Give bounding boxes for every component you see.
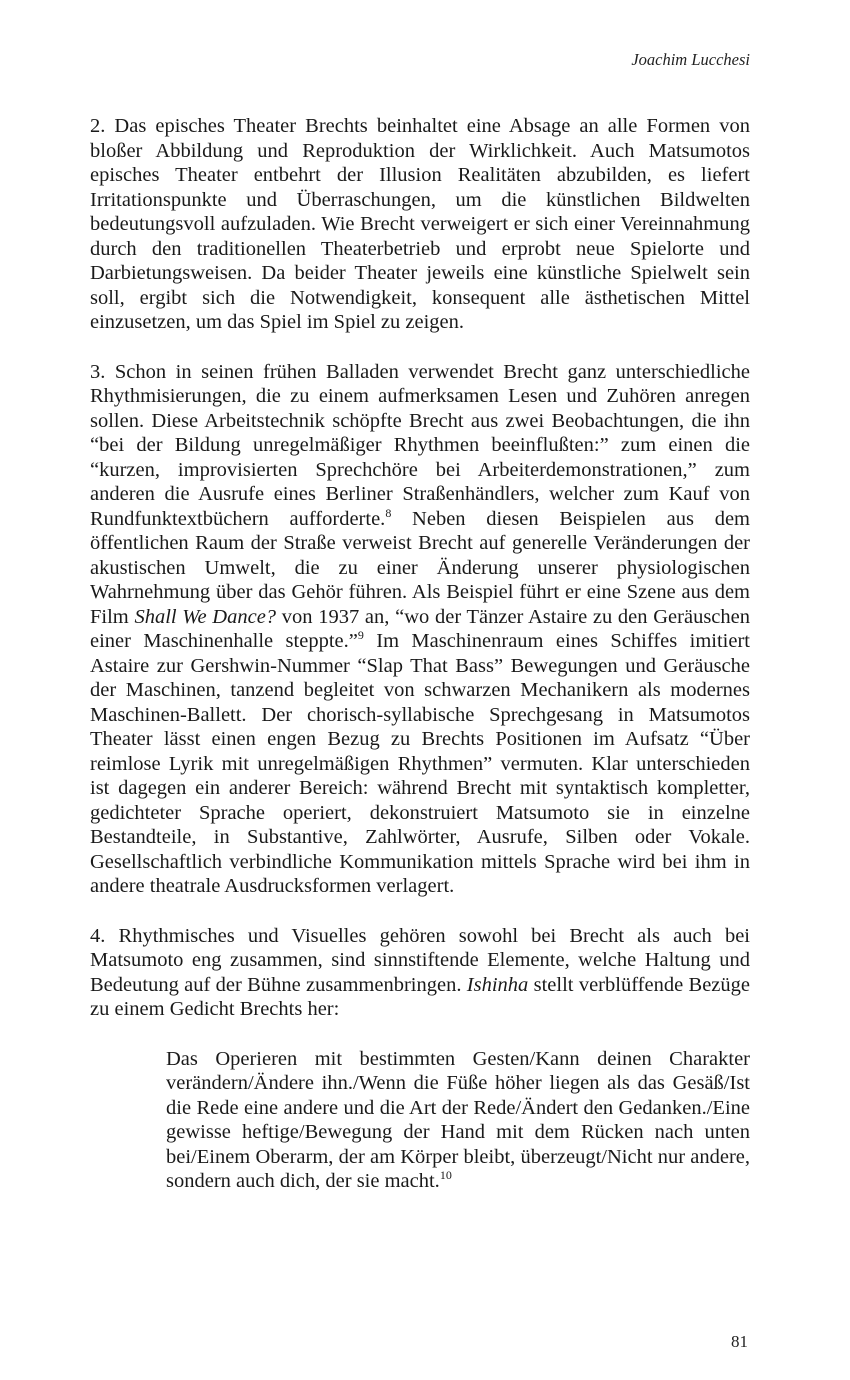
footnote-marker: 8 — [385, 505, 392, 520]
text-segment: 3. Schon in seinen frühen Balladen verwendet Brecht ganz unterschiedliche Rhythmisierungen, die zu einem aufmerksamen Lesen und Zuhören anregen sollen. Diese Arbeitstechnik schöpfte Brecht aus zwei Beobachtungen, die ihn “bei der Bildung unregelmäßiger Rhythmen beeinflußten:” zum einen die “kurzen, improvisierten Sprechchöre bei Arbeiterdemonstrationen,” zum anderen die Ausrufe eines Berliner Straßenhändlers, welcher zum Kauf von Rundfunktextbüchern aufforderte. — [90, 360, 750, 530]
running-header-author: Joachim Lucchesi — [631, 50, 750, 69]
text-segment: Im Maschinenraum eines Schiffes imitiert Astaire zur Gershwin-Nummer “Slap That Bass” Bewegungen und Geräusche der Maschinen, tanzend begleitet von schwarzen Mechanikern als modernes Maschinen-Ballett. Der chorisch-syllabische Sprechgesang in Matsumotos Theater lässt einen engen Bezug zu Brechts Positionen im Aufsatz “Über reimlose Lyrik mit unregelmäßigen Rhythmen” vermuten. Klar unterschieden ist dagegen ein anderer Bereich: während Brecht mit syntaktisch kompletter, gedichteter Sprache operiert, dekonstruiert Matsumoto sie in einzelne Bestandteile, in Substantive, Zahlwörter, Ausrufe, Silben oder Vokale. Gesellschaftlich verbindliche Kommunikation mittels Sprache wird bei ihm in andere theatrale Ausdrucksformen verlagert. — [90, 630, 750, 897]
italic-title: Shall We Dance? — [134, 605, 277, 628]
footnote-marker: 10 — [439, 1168, 452, 1183]
text-segment: stellt verblüffende Bezüge zu einem Gedicht Brechts her: — [90, 973, 750, 1020]
italic-title: Ishinha — [466, 973, 529, 996]
text-segment: Neben diesen Beispielen aus dem öffentlichen Raum der Straße verweist Brecht auf generelle Veränderungen der akustischen Umwelt, die zu einer Änderung unserer physiologischen Wahrnehmung über das Gehör führen. Als Beispiel führt er eine Szene aus dem Film — [90, 507, 751, 628]
footnote-marker: 9 — [357, 628, 364, 643]
text-segment: 2. Das episches Theater Brechts beinhaltet eine Absage an alle Formen von bloßer Abbildung und Reproduktion der Wirklichkeit. Auch Matsumotos episches Theater entbehrt der Illusion Realitäten abzubilden, es liefert Irritationspunkte und Überraschungen, um die künstlichen Bildwelten bedeutungsvoll aufzuladen. Wie Brecht verweigert er sich einer Vereinnahmung durch den traditionellen Theaterbetrieb und erprobt neue Spielorte und Darbietungsweisen. Da beider Theater jeweils eine künstliche Spielwelt sein soll, ergibt sich die Notwendigkeit, konsequent alle ästhetischen Mittel einzusetzen, um das Spiel im Spiel zu zeigen. — [90, 115, 750, 333]
paragraph-4 — [90, 924, 750, 1022]
blockquote-brecht-poem — [166, 1047, 750, 1194]
text-segment: von 1937 an, “wo der Tänzer Astaire zu den Geräuschen einer Maschinenhalle steppte.” — [90, 605, 750, 652]
text-segment: 4. Rhythmisches und Visuelles gehören sowohl bei Brecht als auch bei Matsumoto eng zusammen, sind sinnstiftende Elemente, welche Haltung und Bedeutung auf der Bühne zusammenbringen. — [90, 924, 750, 996]
text-segment: Das Operieren mit bestimmten Gesten/Kann deinen Charakter verändern/Ändere ihn./Wenn die Füße höher liegen als das Gesäß/Ist die Rede eine andere und die Art der Rede/Ändert den Gedanken./Eine gewisse heftige/Bewegung der Hand mit dem Rücken nach unten bei/Einem Oberarm, der am Körper bleibt, überzeugt/Nicht nur andere, sondern auch dich, der sie macht. — [166, 1047, 750, 1192]
paragraph-2 — [90, 114, 750, 335]
page-body — [90, 114, 750, 1194]
page-number: 81 — [731, 1332, 748, 1351]
paragraph-3 — [90, 360, 750, 899]
